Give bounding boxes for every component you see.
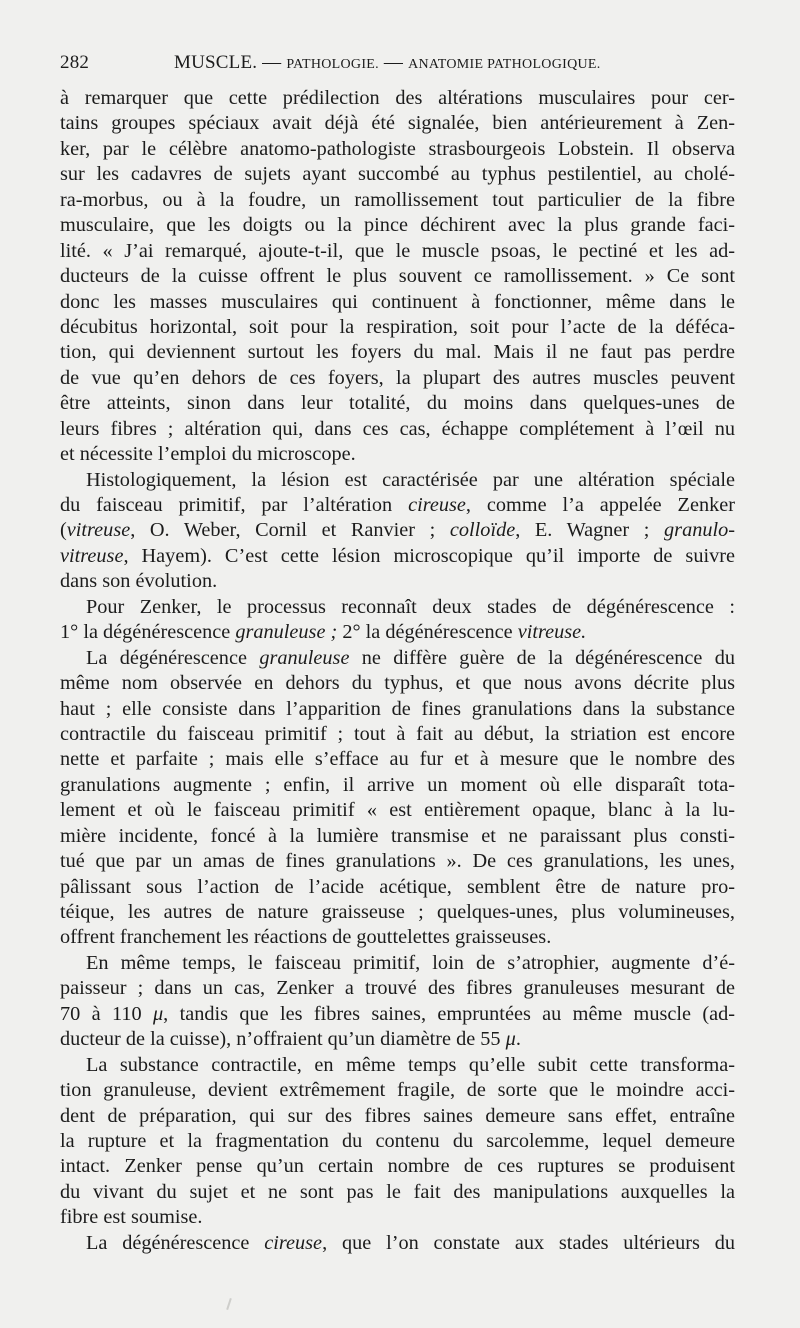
line-text: tains groupes spéciaux avait déjà été signalée, bien antérieurement à Zen- <box>60 112 735 135</box>
line-text: offrent franchement les réactions de gouttelettes graisseuses. <box>60 926 552 949</box>
line-text: ducteurs de la cuisse offrent le plus souvent ce ramollissement. » Ce sont <box>60 265 735 288</box>
text-line <box>60 646 735 671</box>
line-text: tion granuleuse, devient extrêmement fragile, de sorte que le moindre acci- <box>60 1079 735 1102</box>
italic-term: vitreuse <box>66 519 131 542</box>
text-line <box>60 697 735 722</box>
italic-term: cireuse <box>408 494 466 516</box>
text-line <box>60 620 735 645</box>
italic-term: μ <box>505 1028 516 1051</box>
text-line <box>60 137 735 162</box>
line-text: décubitus horizontal, soit pour la respiration, soit pour l’acte de la déféca- <box>60 315 735 338</box>
text-line <box>60 824 735 849</box>
line-text: paisseur ; dans un cas, Zenker a trouvé des fibres granuleuses mesurant de <box>60 977 735 1000</box>
text-line <box>60 544 735 569</box>
line-text: 2° la dégénérescence <box>337 621 518 644</box>
text-line <box>60 86 735 111</box>
line-text: lement et où le faisceau primitif « est entièrement opaque, blanc à la lu- <box>60 799 735 822</box>
text-line <box>60 518 735 543</box>
line-text: nette et parfaite ; mais elle s’efface au fur et à mesure que le nombre des <box>60 748 735 771</box>
text-line <box>60 366 735 391</box>
page-number: 282 <box>60 52 90 73</box>
line-text: sur les cadavres de sujets ayant succombé au typhus pestilentiel, au cholé- <box>60 163 735 186</box>
text-line <box>60 239 735 264</box>
text-line <box>60 111 735 136</box>
line-text: ne diffère guère de la dégénérescence du <box>349 646 735 669</box>
running-head <box>60 52 735 78</box>
text-line <box>60 1180 735 1205</box>
line-text: Pour Zenker, le processus reconnaît deux stades de dégénérescence : <box>86 595 735 618</box>
text-line <box>60 875 735 900</box>
running-title-dash-1: — <box>262 52 282 73</box>
line-text: donc les masses musculaires qui continuent à fonctionner, même dans le <box>60 290 735 313</box>
text-line <box>60 391 735 416</box>
body-text <box>60 86 735 1256</box>
text-line <box>60 951 735 976</box>
text-line <box>60 722 735 747</box>
italic-term: granulo- <box>664 519 736 542</box>
line-text: dent de préparation, qui sur des fibres saines demeure sans effet, entraîne <box>60 1104 735 1127</box>
text-line <box>60 773 735 798</box>
text-line <box>60 188 735 213</box>
text-line <box>60 849 735 874</box>
text-line <box>60 925 735 950</box>
line-text: mière incidente, foncé à la lumière transmise et ne paraissant plus consti- <box>60 824 735 847</box>
italic-term: vitreuse <box>60 544 124 567</box>
line-text: , que l’on constate aux stades ultérieurs du <box>322 1231 735 1254</box>
line-text: intact. Zenker pense qu’un certain nombre de ces ruptures se produisent <box>60 1155 735 1178</box>
text-line <box>60 671 735 696</box>
text-line <box>60 340 735 365</box>
line-text: haut ; elle consiste dans l’apparition de fines granulations dans la substance <box>60 697 735 720</box>
line-text: dans son évolution. <box>60 570 218 593</box>
line-text: même nom observée en dehors du typhus, et que nous avons décrite plus <box>60 672 735 695</box>
italic-term: granuleuse <box>259 646 350 669</box>
line-text: lité. « J’ai remarqué, ajoute-t-il, que le muscle psoas, le pectiné et les ad- <box>60 239 735 262</box>
line-text: La substance contractile, en même temps qu’elle subit cette transforma- <box>86 1053 735 1076</box>
text-line <box>60 900 735 925</box>
running-title-dash-2: — <box>383 52 404 73</box>
text-line <box>60 213 735 238</box>
line-text: ( <box>60 519 67 542</box>
text-line <box>60 595 735 620</box>
line-text: à remarquer que cette prédilection des altérations musculaires pour cer- <box>60 87 735 109</box>
text-line <box>60 1129 735 1154</box>
line-text: musculaire, que les doigts ou la pince déchirent avec la plus grande faci- <box>60 214 735 237</box>
line-text: ker, par le célèbre anatomo-pathologiste strasbourgeois Lobstein. Il observa <box>60 137 735 160</box>
text-line <box>60 162 735 187</box>
text-line <box>60 1205 735 1230</box>
line-text: pâlissant sous l’action de l’acide acétique, semblent être de nature pro- <box>60 875 735 898</box>
text-line <box>60 290 735 315</box>
text-line <box>60 1231 735 1256</box>
line-text: ra-morbus, ou à la foudre, un ramollissement tout particulier de la fibre <box>60 188 735 211</box>
text-line <box>60 1053 735 1078</box>
italic-term: granuleuse ; <box>235 621 338 644</box>
line-text: granulations augmente ; enfin, il arrive un moment où elle disparaît tota- <box>60 773 735 796</box>
text-line <box>60 747 735 772</box>
text-line <box>60 264 735 289</box>
text-line <box>60 569 735 594</box>
line-text: la rupture et la fragmentation du contenu du sarcolemme, lequel demeure <box>60 1129 735 1152</box>
text-line <box>60 1154 735 1179</box>
running-title-subsection: ANATOMIE PATHOLOGIQUE. <box>408 57 601 72</box>
text-line <box>60 493 735 518</box>
text-line <box>60 442 735 467</box>
pencil-mark <box>226 1298 232 1310</box>
line-text: tué que par un amas de fines granulations ». De ces granulations, les unes, <box>60 850 735 873</box>
text-line <box>60 417 735 442</box>
line-text: , O. Weber, Cornil et Ranvier ; <box>130 519 450 542</box>
line-text: tion, qui deviennent surtout les foyers du mal. Mais il ne faut pas perdre <box>60 341 735 364</box>
line-text: contractile du faisceau primitif ; tout à fait au début, la striation est encore <box>60 722 735 745</box>
line-text: leurs fibres ; altération qui, dans ces cas, échappe complétement à l’œil nu <box>60 417 735 440</box>
line-text: , E. Wagner ; <box>515 519 665 542</box>
line-text: de vue qu’en dehors de ces foyers, la plupart des autres muscles peuvent <box>60 366 735 389</box>
text-line <box>60 1078 735 1103</box>
line-text: fibre est soumise. <box>60 1206 203 1229</box>
italic-term: vitreuse. <box>517 621 587 644</box>
text-line <box>60 1002 735 1027</box>
line-text: être atteints, sinon dans leur totalité, du moins dans quelques-unes de <box>60 392 735 415</box>
italic-term: μ <box>152 1002 164 1025</box>
line-text: La dégénérescence <box>86 646 260 669</box>
line-text: Histologiquement, la lésion est caractérisée par une altération spéciale <box>86 468 735 491</box>
running-title <box>174 52 601 74</box>
text-line <box>60 798 735 823</box>
running-title-section: PATHOLOGIE. <box>286 57 379 72</box>
text-line <box>60 1104 735 1129</box>
line-text: téique, les autres de nature graisseuse ; quelques-unes, plus volumineuses, <box>60 901 735 923</box>
italic-term: cireuse <box>264 1231 323 1254</box>
line-text: , comme l’a appelée Zenker <box>465 494 735 516</box>
line-text: La dégénérescence <box>86 1231 265 1254</box>
line-text: et nécessite l’emploi du microscope. <box>60 443 356 466</box>
text-line <box>60 315 735 340</box>
line-text: En même temps, le faisceau primitif, loin de s’atrophier, augmente d’é- <box>86 951 735 974</box>
running-title-main: MUSCLE. <box>174 52 258 73</box>
line-text: du faisceau primitif, par l’altération <box>60 494 409 516</box>
line-text: ducteur de la cuisse), n’offraient qu’un diamètre de 55 <box>60 1028 506 1051</box>
line-text: du vivant du sujet et ne sont pas le fait des manipulations auxquelles la <box>60 1180 735 1203</box>
line-text: , tandis que les fibres saines, empruntées au même muscle (ad- <box>163 1002 735 1025</box>
line-text: 1° la dégénérescence <box>60 621 236 644</box>
text-line <box>60 976 735 1001</box>
italic-term: colloïde <box>449 519 516 542</box>
text-line <box>60 1027 735 1052</box>
line-text: 70 à 110 <box>60 1002 153 1025</box>
text-line <box>60 468 735 493</box>
line-text: . <box>515 1028 521 1051</box>
line-text: , Hayem). C’est cette lésion microscopique qu’il importe de suivre <box>123 544 735 567</box>
